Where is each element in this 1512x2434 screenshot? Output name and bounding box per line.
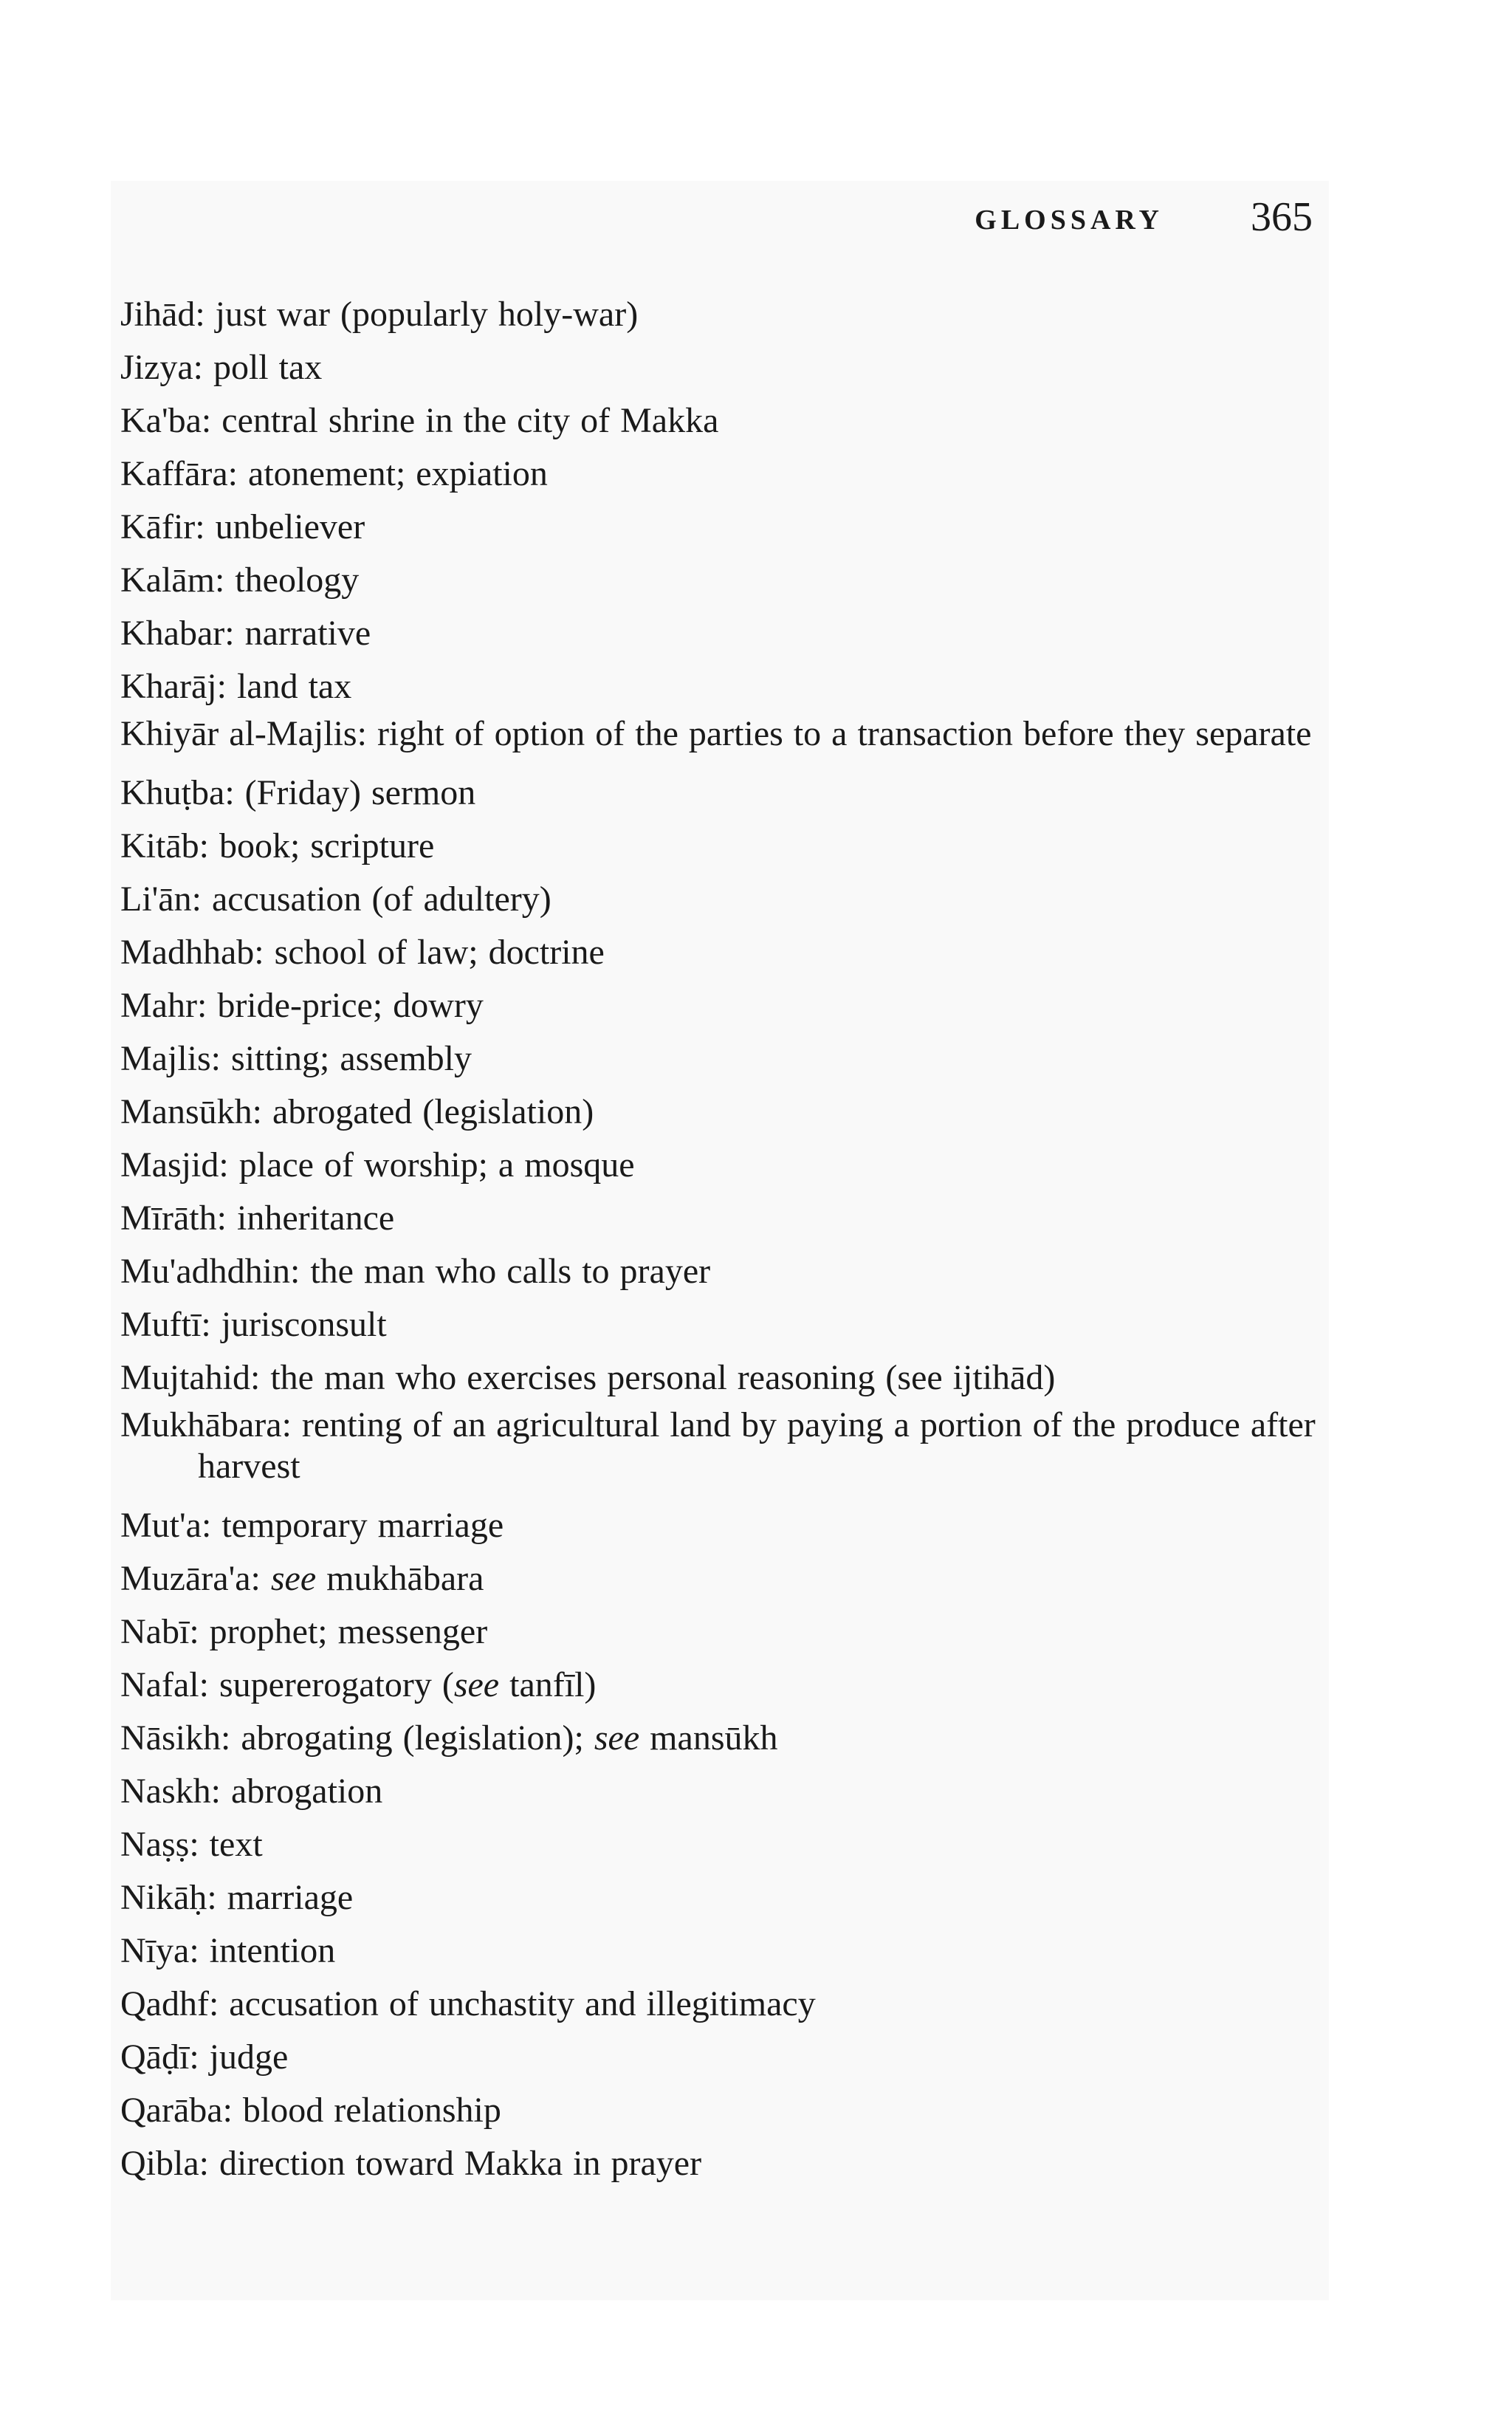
definition-text: temporary marriage [221, 1506, 504, 1545]
glossary-definition [241, 1718, 777, 1758]
glossary-entry: Mujtahid: the man who exercises personal reasoning (see ijtihād) [120, 1358, 1056, 1397]
definition-text: accusation (of adultery) [211, 880, 551, 919]
definition-text: book; scripture [219, 826, 435, 865]
glossary-entry: Naṣṣ: text [120, 1825, 263, 1864]
glossary-list [120, 288, 1316, 2190]
glossary-definition [248, 454, 548, 493]
glossary-term: Muftī [120, 1305, 202, 1344]
definition-text: accusation of unchastity and illegitimacy [229, 1984, 816, 2023]
glossary-term: Mīrāth [120, 1199, 217, 1238]
glossary-term: Naṣṣ [120, 1825, 190, 1864]
glossary-entry: Jizya: poll tax [120, 348, 323, 387]
definition-text: unbeliever [215, 507, 365, 546]
page-number: 365 [1251, 194, 1313, 240]
glossary-term: Jizya [120, 348, 193, 387]
glossary-term: Qarāba [120, 2091, 223, 2130]
definition-text: inheritance [236, 1199, 395, 1238]
definition-text: judge [209, 2037, 289, 2077]
glossary-term: Li'ān [120, 880, 192, 919]
glossary-term: Nafal [120, 1665, 199, 1704]
glossary-entry: Qadhf: accusation of unchastity and illegitimacy [120, 1984, 816, 2023]
glossary-definition [275, 933, 605, 972]
glossary-entry: Qarāba: blood relationship [120, 2091, 501, 2130]
definition-text: just war (popularly holy-war) [215, 295, 639, 334]
definition-text: poll tax [213, 348, 323, 387]
definition-text: bride-price; dowry [217, 986, 484, 1025]
glossary-entry: Jihād: just war (popularly holy-war) [120, 295, 639, 334]
glossary-definition [213, 348, 322, 387]
glossary-definition [237, 1199, 394, 1238]
glossary-term: Muzāra'a [120, 1559, 251, 1598]
definition-text: jurisconsult [221, 1305, 387, 1344]
glossary-entry: Kaffāra: atonement; expiation [120, 454, 548, 493]
glossary-definition [219, 1665, 596, 1704]
glossary-entry: Mukhābara: renting of an agricultural land by paying a portion of the produce after harvest [120, 1405, 1316, 1486]
definition-text: (Friday) sermon [244, 773, 476, 812]
definition-text: sitting; assembly [231, 1039, 472, 1078]
glossary-definition [221, 1305, 387, 1344]
glossary-entry: Muftī: jurisconsult [120, 1305, 387, 1344]
glossary-term: Qadhf [120, 1984, 209, 2023]
glossary-entry: Naskh: abrogation [120, 1772, 383, 1811]
glossary-entry: Kharāj: land tax [120, 667, 352, 706]
glossary-definition [217, 986, 484, 1025]
glossary-term: Qāḍī [120, 2037, 190, 2077]
see-reference: see [594, 1718, 640, 1758]
glossary-definition [210, 1612, 488, 1651]
glossary-term: Kharāj [120, 667, 217, 706]
glossary-entry: Nikāḥ: marriage [120, 1878, 354, 1917]
glossary-term: Nikāḥ [120, 1878, 207, 1917]
glossary-entry: Kitāb: book; scripture [120, 826, 435, 865]
glossary-term: Mujtahid [120, 1358, 250, 1397]
glossary-entry: Mut'a: temporary marriage [120, 1506, 504, 1545]
glossary-entry: Qibla: direction toward Makka in prayer [120, 2144, 702, 2183]
glossary-definition [237, 667, 351, 706]
glossary-definition [219, 826, 434, 865]
definition-text: intention [209, 1931, 336, 1970]
glossary-entry: Khabar: narrative [120, 614, 371, 653]
glossary-definition [377, 714, 1312, 753]
glossary-term: Kitāb [120, 826, 199, 865]
definition-text: direction toward Makka in prayer [219, 2144, 702, 2183]
glossary-definition [227, 1878, 354, 1917]
glossary-definition [210, 1931, 336, 1970]
glossary-entry: Mahr: bride-price; dowry [120, 986, 484, 1025]
glossary-term: Kāfir [120, 507, 196, 546]
glossary-term: Khiyār al-Majlis [120, 714, 357, 753]
definition-text: mukhābara [326, 1559, 484, 1598]
glossary-definition [245, 614, 371, 653]
glossary-definition [198, 1405, 1316, 1486]
glossary-entry: Nīya: intention [120, 1931, 336, 1970]
glossary-entry: Nabī: prophet; messenger [120, 1612, 488, 1651]
definition-text: place of worship; a mosque [238, 1145, 635, 1185]
glossary-entry: Madhhab: school of law; doctrine [120, 933, 605, 972]
glossary-term: Kalām [120, 560, 215, 600]
glossary-term: Mut'a [120, 1506, 202, 1545]
glossary-term: Ka'ba [120, 401, 202, 440]
glossary-term: Mu'adhdhin [120, 1252, 290, 1291]
definition-text: atonement; expiation [248, 454, 548, 493]
glossary-entry: Kāfir: unbeliever [120, 507, 365, 546]
glossary-definition [219, 2144, 701, 2183]
glossary-term: Mukhābara [120, 1405, 282, 1444]
definition-text: central shrine in the city of Makka [221, 401, 719, 440]
glossary-term: Mansūkh [120, 1092, 252, 1131]
definition-text: right of option of the parties to a transaction before they separate [377, 714, 1312, 753]
glossary-definition [229, 1984, 815, 2023]
glossary-term: Masjid [120, 1145, 219, 1185]
glossary-entry: Nāsikh: abrogating (legislation); see mansūkh [120, 1718, 778, 1758]
glossary-entry: Mansūkh: abrogated (legislation) [120, 1092, 594, 1131]
definition-text: theology [235, 560, 360, 600]
glossary-entry: Masjid: place of worship; a mosque [120, 1145, 635, 1185]
definition-text: mansūkh [650, 1718, 778, 1758]
glossary-entry: Nafal: supererogatory (see tanfīl) [120, 1665, 597, 1704]
glossary-definition [245, 773, 476, 812]
definition-text: the man who exercises personal reasoning (see ijtihād) [270, 1358, 1056, 1397]
glossary-entry: Muzāra'a: see mukhābara [120, 1559, 484, 1598]
glossary-definition [272, 1092, 594, 1131]
glossary-term: Khabar [120, 614, 225, 653]
glossary-term: Khuṭba [120, 773, 225, 812]
glossary-entry: Kalām: theology [120, 560, 360, 600]
definition-prefix: abrogating (legislation); [241, 1718, 594, 1758]
glossary-definition [310, 1252, 710, 1291]
glossary-term: Nabī [120, 1612, 190, 1651]
glossary-entry: Mu'adhdhin: the man who calls to prayer [120, 1252, 711, 1291]
glossary-entry: Khuṭba: (Friday) sermon [120, 773, 476, 812]
glossary-definition [221, 1506, 504, 1545]
definition-text: tanfīl) [509, 1665, 597, 1704]
glossary-definition [216, 295, 639, 334]
page-header [0, 193, 1512, 245]
glossary-term: Madhhab [120, 933, 255, 972]
glossary-entry: Ka'ba: central shrine in the city of Makka [120, 401, 719, 440]
definition-text: text [209, 1825, 263, 1864]
glossary-entry: Mīrāth: inheritance [120, 1199, 395, 1238]
glossary-definition [210, 2037, 289, 2077]
glossary-definition [216, 507, 365, 546]
glossary-definition [235, 560, 359, 600]
glossary-term: Kaffāra [120, 454, 228, 493]
definition-prefix: supererogatory ( [219, 1665, 454, 1704]
glossary-term: Majlis [120, 1039, 211, 1078]
glossary-entry: Majlis: sitting; assembly [120, 1039, 472, 1078]
definition-text: land tax [236, 667, 352, 706]
glossary-term: Jihād [120, 295, 196, 334]
glossary-term: Naskh [120, 1772, 211, 1811]
glossary-definition [243, 2091, 501, 2130]
see-reference: see [270, 1559, 317, 1598]
definition-text: school of law; doctrine [274, 933, 605, 972]
glossary-definition [271, 1559, 484, 1598]
glossary-definition [270, 1358, 1055, 1397]
glossary-term: Nāsikh [120, 1718, 221, 1758]
glossary-definition [221, 401, 718, 440]
definition-text: the man who calls to prayer [310, 1252, 711, 1291]
glossary-term: Nīya [120, 1931, 190, 1970]
definition-text: narrative [244, 614, 371, 653]
glossary-entry: Qāḍī: judge [120, 2037, 289, 2077]
glossary-entry: Li'ān: accusation (of adultery) [120, 880, 551, 919]
glossary-definition [231, 1039, 472, 1078]
definition-text: marriage [227, 1878, 354, 1917]
running-head: GLOSSARY [975, 205, 1164, 236]
definition-text: prophet; messenger [209, 1612, 488, 1651]
glossary-entry: Khiyār al-Majlis: right of option of the parties to a transaction before they separate [120, 714, 1312, 753]
definition-text: renting of an agricultural land by paying a portion of the produce after harvest [198, 1405, 1316, 1486]
glossary-definition [231, 1772, 382, 1811]
glossary-definition [210, 1825, 263, 1864]
glossary-definition [239, 1145, 635, 1185]
glossary-term: Mahr [120, 986, 197, 1025]
glossary-term: Qibla [120, 2144, 199, 2183]
definition-text: blood relationship [242, 2091, 501, 2130]
see-reference: see [453, 1665, 500, 1704]
definition-text: abrogated (legislation) [272, 1092, 594, 1131]
glossary-definition [212, 880, 551, 919]
definition-text: abrogation [231, 1772, 383, 1811]
